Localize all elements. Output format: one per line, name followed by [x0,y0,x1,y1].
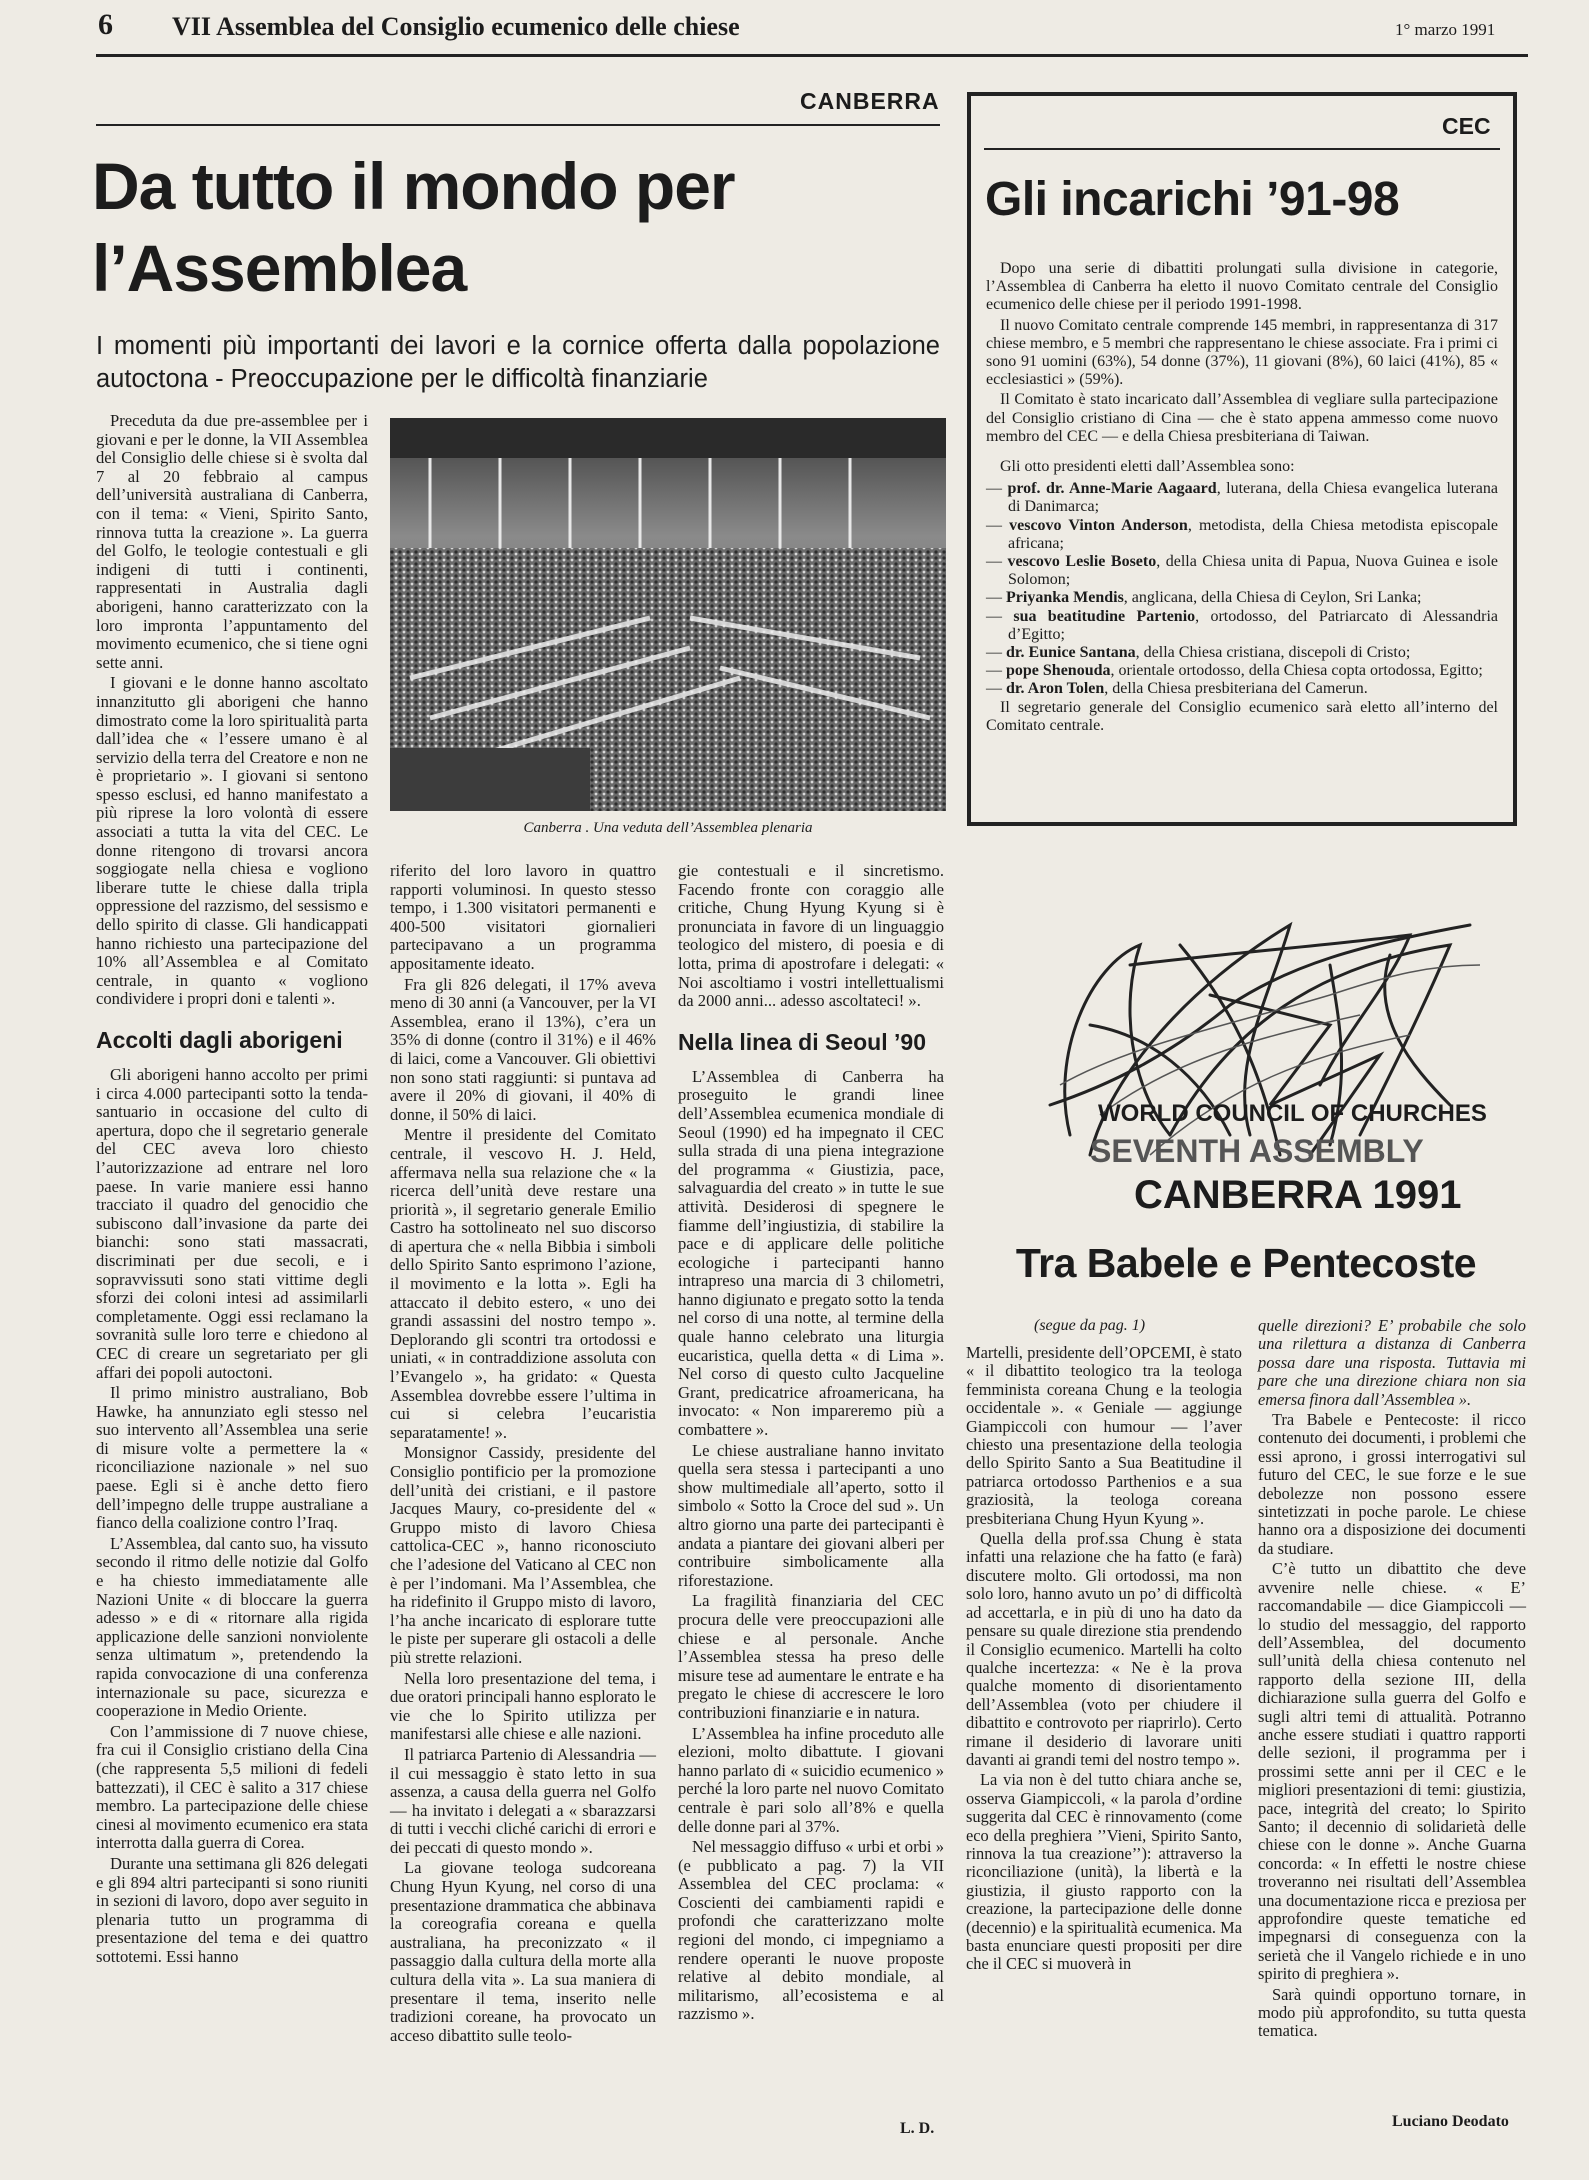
article-column-2 [390,862,656,2047]
paragraph: Tra Babele e Pentecoste: il ricco contenuto dei documenti, i problemi che essi aprono, i grossi interrogativi sul futuro del CEC, le sue forze e le sue debolezze non possono essere sintetizzati in poche parole. Le chiese hanno ora a disposizione dei documenti da studiare. [1258,1410,1526,1558]
paragraph: Gli aborigeni hanno accolto per primi i circa 4.000 partecipanti sotto la tenda-santuario in occasione del culto di apertura, dopo che il segretario generale del CEC aveva loro chiesto l’autorizzazione ad entrare nel loro paese. In varie maniere essi hanno tracciato il quadro del genocidio che subiscono dall’invasione da parte dei bianchi: sono stati massacrati, discriminati per due secoli, e i sopravvissuti sono stati vittime degli sforzi dei coloni intesi ad assimilarli completamente. Oggi essi reclamano la sovranità sulle loro terre e chiedono al CEC di creare un segretariato per gli affari dei popoli autoctoni. [96,1065,368,1382]
presidents-list [986,480,1498,698]
issue-date: 1° marzo 1991 [1395,20,1496,39]
paragraph: Preceduta da due pre-assemblee per i giovani e per le donne, la VII Assemblea del Consiglio delle chiese si è svolta dal 7 al 20 febbraio al campus dell’università australiana di Canberra, con il tema: « Vieni, Spirito Santo, rinnova tutta la creazione ». La guerra del Golfo, le teologie contestuali e gli indigeni di tutti i continenti, rappresentati in Australia dagli aborigeni, hanno caratterizzato con la loro impronta l’appuntamento del movimento ecumenico, che si tiene ogni sette anni. [96,411,368,672]
list-item: — Priyanka Mendis, anglicana, della Chiesa di Ceylon, Sri Lanka; [986,589,1422,607]
article-column-3 [678,862,944,2026]
paragraph: Quella della prof.ssa Chung è stata infatti una relazione che ha fatto (e farà) discutere molto. Gli ortodossi, ma non solo loro, hanno avuto un po’ di difficoltà ad accettarla, e in più di uno ha dato da pensare su quale direzione stia prendendo il Consiglio ecumenico. Martelli ha colto qualche incertezza: « Ne è la prova qualche momento di disorientamento dell’Assemblea (voto per chiudere il dibattito e controvoto per riaprirlo). Certo rimane il desiderio di lavorare uniti davanti ai grandi temi del nostro tempo ». [966,1529,1242,1769]
subheadline: I momenti più importanti dei lavori e la cornice offerta dalla popolazione autoctona - Preoccupazione per le difficoltà finanziarie [96,332,940,393]
paragraph: Il patriarca Partenio di Alessandria — il cui messaggio è stato letto in sua assenza, a causa della guerra nel Golfo — ha invitato i delegati a « sbarazzarsi di tutti i vecchi cliché carichi di errori e dei peccati di questo mondo ». [390,1744,656,1857]
running-title: VII Assemblea del Consiglio ecumenico delle chiese [172,12,740,41]
paragraph: Fra gli 826 delegati, il 17% aveva meno di 30 anni (a Vancouver, per la VI Assemblea, erano il 13%), c’era un 35% di donne (contro il 31%) e il 46% di laici, come a Vancouver. Gli obiettivi non sono stati raggiunti: si puntava ad avere il 20% di giovani, il 40% di donne, il 50% di laici. [390,974,656,1124]
list-item: — pope Shenouda, orientale ortodosso, della Chiesa copta ortodossa, Egitto; [986,662,1483,680]
logo-line-2: SEVENTH ASSEMBLY [1090,1133,1424,1169]
paragraph: L’Assemblea, dal canto suo, ha vissuto secondo il ritmo delle notizie dal Golfo e ha chiesto immediatamente alle Nazioni Unite « di bloccare la guerra adesso » e di « ritornare alla rigida applicazione delle sanzioni nonviolente senza ultimatum », pretendendo la rapida convocazione di una conferenza internazionale su pace, sicurezza e cooperazione in Medio Oriente. [96,1533,368,1721]
paragraph: I giovani e le donne hanno ascoltato innanzitutto gli aborigeni che hanno dimostrato come la loro spiritualità parta dall’idea che « l’essere umano è al servizio della terra del Creatore e non ne è proprietario ». I giovani si sentono spesso esclusi, ed hanno manifestato a più riprese la loro volontà di essere associati a tutta la vita del CEC. Le donne ritengono di trovarsi ancora soggiogate nella chiesa e vogliono liberare tutte le chiese dalla tripla oppressione del razzismo, del sessismo e dello spirito di classe. Gli handicappati hanno richiesto una partecipazione del 10% all’Assemblea e al Comitato centrale, in quanto « vogliono condividere i propri doni e talenti ». [96,673,368,1009]
assembly-photo [390,418,946,811]
paragraph: Il segretario generale del Consiglio ecumenico sarà eletto all’interno del Comitato centrale. [986,698,1498,734]
paragraph: La giovane teologa sudcoreana Chung Hyun Kyung, nel corso di una presentazione drammatica che abbinava la coreografia coreana e quella australiana, ha preconizzato « il passaggio dalla cultura della morte alla cultura della vita ». La sua maniera di presentare il tema, inserito nelle tradizioni coreane, ha provocato un acceso dibattito sulle teolo- [390,1858,656,2045]
paragraph: Monsignor Cassidy, presidente del Consiglio pontificio per la promozione dell’unità dei cristiani, e il pastore Jacques Maury, co-presidente del « Gruppo misto di lavoro Chiesa cattolica-CEC », hanno riconosciuto che l’adesione del Vaticano al CEC non è per l’indomani. Ma l’Assemblea, che ha ridefinito il Gruppo misto di lavoro, l’ha anche incaricato di esplorare tutte le piste per superare gli ostacoli a delle più strette relazioni. [390,1443,656,1667]
article-column-1 [96,412,368,1969]
section-rule [96,124,940,126]
paragraph: Durante una settimana gli 826 delegati e gli 894 altri partecipanti si sono riuniti in sezioni di lavoro, dopo aver seguito in plenaria tutto un programma di presentazione del tema e dei quattro sottotemi. Essi hanno [96,1853,368,1966]
continued-note: (segue da pag. 1) [1034,1317,1146,1334]
right-column-a [966,1344,1242,1976]
paragraph: L’Assemblea ha infine proceduto alle elezioni, molto dibattute. I giovani hanno parlato di « suicidio ecumenico » perché la loro parte nel nuovo Comitato centrale è pari solo all’8% e quella delle donne pari al 37%. [678,1723,944,1836]
photo-caption: Canberra . Una veduta dell’Assemblea plenaria [523,820,813,836]
paragraph: Il primo ministro australiano, Bob Hawke, ha annunziato egli stesso nel suo intervento all’Assemblea una serie di misure volte a permettere la « riconciliazione nazionale » nel suo paese. Egli si è anche detto fiero dell’impegno delle truppe australiane a fianco della coalizione contro l’Iraq. [96,1383,368,1533]
header-rule [96,54,1528,57]
list-item: — dr. Eunice Santana, della Chiesa cristiana, discepoli di Cristo; [986,644,1411,662]
logo-line-3: CANBERRA 1991 [1134,1173,1462,1217]
logo-line-1: WORLD COUNCIL OF CHURCHES [1098,1100,1487,1127]
paragraph: Nella loro presentazione del tema, i due oratori principali hanno esplorato le vie che lo Spirito utilizza per manifestarsi alle chiese e alle nazioni. [390,1668,656,1744]
subheading-seoul: Nella linea di Seoul ’90 [678,1028,926,1055]
paragraph: La via non è del tutto chiara anche se, osserva Giampiccoli, « la parola d’ordine suggerita dal CEC è rinnovamento (come eco della preghiera ’’Vieni, Spirito Santo, rinnova la tua creazione’’): attraverso la riconciliazione (unità), la libertà e la giustizia, il giusto rapporto con la creazione, la partecipazione delle donne (decennio) e la spiritualità ecumenica. Ma basta enunciare questi propositi per dire che il CEC si muoverà in [966,1770,1242,1974]
paragraph: C’è tutto un dibattito che deve avvenire nelle chiese. « E’ raccomandabile — dice Giampiccoli — lo studio del messaggio, del rapporto dell’Assemblea, del documento sull’unità della chiesa contenuto nel rapporto della sezione III, della dichiarazione sulla guerra del Golfo e sugli altri temi di attualità. Potranno anche essere studiati i quattro rapporti delle sezioni, il programma per i prossimi sette anni per il CEC e le migliori presentazioni di temi: giustizia, pace, integrità del creato; lo Spirito Santo; il decennio di solidarietà delle chiese con le donne ». Anche Guarna concorda: « In effetti le nostre chiese troveranno nei risultati dell’Assemblea una documentazione ricca e preziosa per approfondire queste tematiche ed impegnarsi di conseguenza con la serietà che il Vangelo richiede e in uno spirito di preghiera ». [1258,1559,1526,1984]
paragraph: Dopo una serie di dibattiti prolungati sulla divisione in categorie, l’Assemblea di Canberra ha eletto il nuovo Comitato centrale del Consiglio ecumenico delle chiese per il periodo 1991-1998. [986,260,1498,314]
right-headline: Tra Babele e Pentecoste [1015,1240,1477,1286]
section-label-cec: CEC [1442,113,1491,139]
box-body [986,260,1498,737]
paragraph: Gli otto presidenti eletti dall’Assemblea sono: [1000,458,1295,476]
list-item: — vescovo Vinton Anderson, metodista, della Chiesa metodista episcopale africana; [986,516,1498,552]
paragraph: L’Assemblea di Canberra ha proseguito le grandi linee dell’Assemblea ecumenica mondiale di Seoul (1990) ed ha impegnato il CEC sulla strada di una piena integrazione del programma « Giustizia, pace, salvaguardia del creato » in tutte le sue attività. Desiderosi di spegnere le fiamme dell’ingiustizia, di stabilire la pace e di applicare delle politiche ecologiche i partecipanti hanno intrapreso una marcia di 3 chilometri, hanno digiunato e pregato sotto la tenda nel corso di una notte, al termine della quale hanno celebrato una liturgia eucaristica, quella detta « di Lima ». Nel corso di questo culto Jacqueline Grant, predicatrice afroamericana, ha invocato: « Non impareremo più a combattere ». [678,1066,944,1440]
page-number: 6 [98,8,113,41]
box-headline: Gli incarichi ’91-98 [985,173,1400,226]
list-item: — sua beatitudine Partenio, ortodosso, del Patriarcato di Alessandria d’Egitto; [986,607,1498,643]
paragraph: Mentre il presidente del Comitato centrale, il vescovo H. J. Held, affermava nella sua relazione che « la ricerca dell’unità deve restare una priorità », il segretario generale Emilio Castro ha sottolineato nel suo discorso di apertura che « nella Bibbia i simboli dello Spirito Santo esprimono l’azione, il movimento e la lotta ». Egli ha attaccato il debito estero, « uno dei grandi assassini del nostro tempo ». Deplorando gli scontri tra ortodossi e uniati, « in contraddizione assoluta con l’Evangelo », ha gridato: « Questa Assemblea dovrebbe essere l’ultima in cui si celebra l’eucaristia separatamente! ». [390,1125,656,1442]
paragraph: Sarà quindi opportuno tornare, in modo più approfondito, su tutta questa tematica. [1258,1984,1526,2041]
paragraph: Le chiese australiane hanno invitato quella sera stessa i partecipanti a uno show multimediale all’aperto, sotto il simbolo « Sotto la Croce del sud ». Un altro giorno una parte dei partecipanti è andata a piantare dei giovani alberi per contribuire simbolicamente alla riforestazione. [678,1440,944,1590]
paragraph: quelle direzioni? E’ probabile che solo una rilettura a distanza di Canberra possa dare una risposta. Tuttavia mi pare che una direzione chiara non sia emersa finora dall’Assemblea ». [1258,1316,1526,1409]
headline: Da tutto il mondo per l’Assemblea [92,149,735,305]
paragraph: Nel messaggio diffuso « urbi et orbi » (e pubblicato a pag. 7) la VII Assemblea del CEC proclama: « Coscienti dei cambiamenti rapidi e profondi che caratterizzano molte regioni del mondo, ci impegniamo a rendere operanti le nuove proposte relative al debito mondiale, al militarismo, all’ecosistema e al razzismo ». [678,1837,944,2024]
paragraph: riferito del loro lavoro in quattro rapporti voluminosi. In questo stesso tempo, i 1.300 visitatori permanenti e 400-500 visitatori giornalieri partecipavano a un programma appositamente ideato. [390,861,656,973]
subheading-aborigeni: Accolti dagli aborigeni [96,1027,343,1053]
signature-ld: L. D. [900,2120,935,2137]
list-item: — prof. dr. Anne-Marie Aagaard, luterana, della Chiesa evangelica luterana di Danimarca; [986,480,1499,516]
author-byline: Luciano Deodato [1392,2113,1509,2130]
paragraph: gie contestuali e il sincretismo. Facendo fronte con coraggio alle critiche, Chung Hyung Kyung si è pronunciata in favore di un linguaggio teologico del mistero, di poesia e di lotta, prima di apostrofare i delegati: « Noi ascoltiamo i vostri intellettualismi da 2000 anni... adesso ascoltateci! ». [678,861,944,1011]
list-item: — dr. Aron Tolen, della Chiesa presbiteriana del Camerun. [986,680,1368,698]
paragraph: La fragilità finanziaria del CEC procura delle vere preoccupazioni alle chiese e al personale. Anche l’Assemblea stessa ha preso delle misure tese ad aumentare le entrate e ha pregato le chiese di accrescere le loro contribuzioni finanziarie e in natura. [678,1591,944,1722]
paragraph: Il nuovo Comitato centrale comprende 145 membri, in rappresentanza di 317 chiese membro, e 5 membri che rappresentano le chiese associate. Fra i primi ci sono 91 uomini (63%), 54 donne (37%), 11 giovani (8%), 60 laici (41%), 85 « ecclesiastici » (59%). [986,316,1498,389]
paragraph: Martelli, presidente dell’OPCEMI, è stato « il dibattito teologico tra la teologa femminista coreana Chung e la teologia occidentale ». « Geniale — aggiunge Giampiccoli con humour — l’aver chiesto una presentazione della teologia dello Spirito Santo a Sua Beatitudine il patriarca ortodosso Parthenios e a sua graziosità, la teologa coreana presbiteriana Chung Hyun Kyung ». [966,1343,1242,1528]
paragraph: Il Comitato è stato incaricato dall’Assemblea di vegliare sulla partecipazione del Consiglio cristiano di Cina — che è stato appena ammesso come nuovo membro del CEC — e della Chiesa presbiteriana di Taiwan. [986,391,1498,445]
wcc-assembly-logo [1030,905,1500,1235]
box-rule [984,148,1500,150]
paragraph: Con l’ammissione di 7 nuove chiese, fra cui il Consiglio cristiano della Cina (che rappresenta 5,5 milioni di fedeli battezzati), il CEC è salito a 317 chiese membro. La partecipazione delle chiese cinesi al movimento ecumenico era stata interrotta dalla guerra di Corea. [96,1721,368,1853]
right-column-b [1258,1317,1526,2043]
list-item: — vescovo Leslie Boseto, della Chiesa unita di Papua, Nuova Guinea e isole Solomon; [986,553,1499,589]
section-label-canberra: CANBERRA [800,88,940,114]
